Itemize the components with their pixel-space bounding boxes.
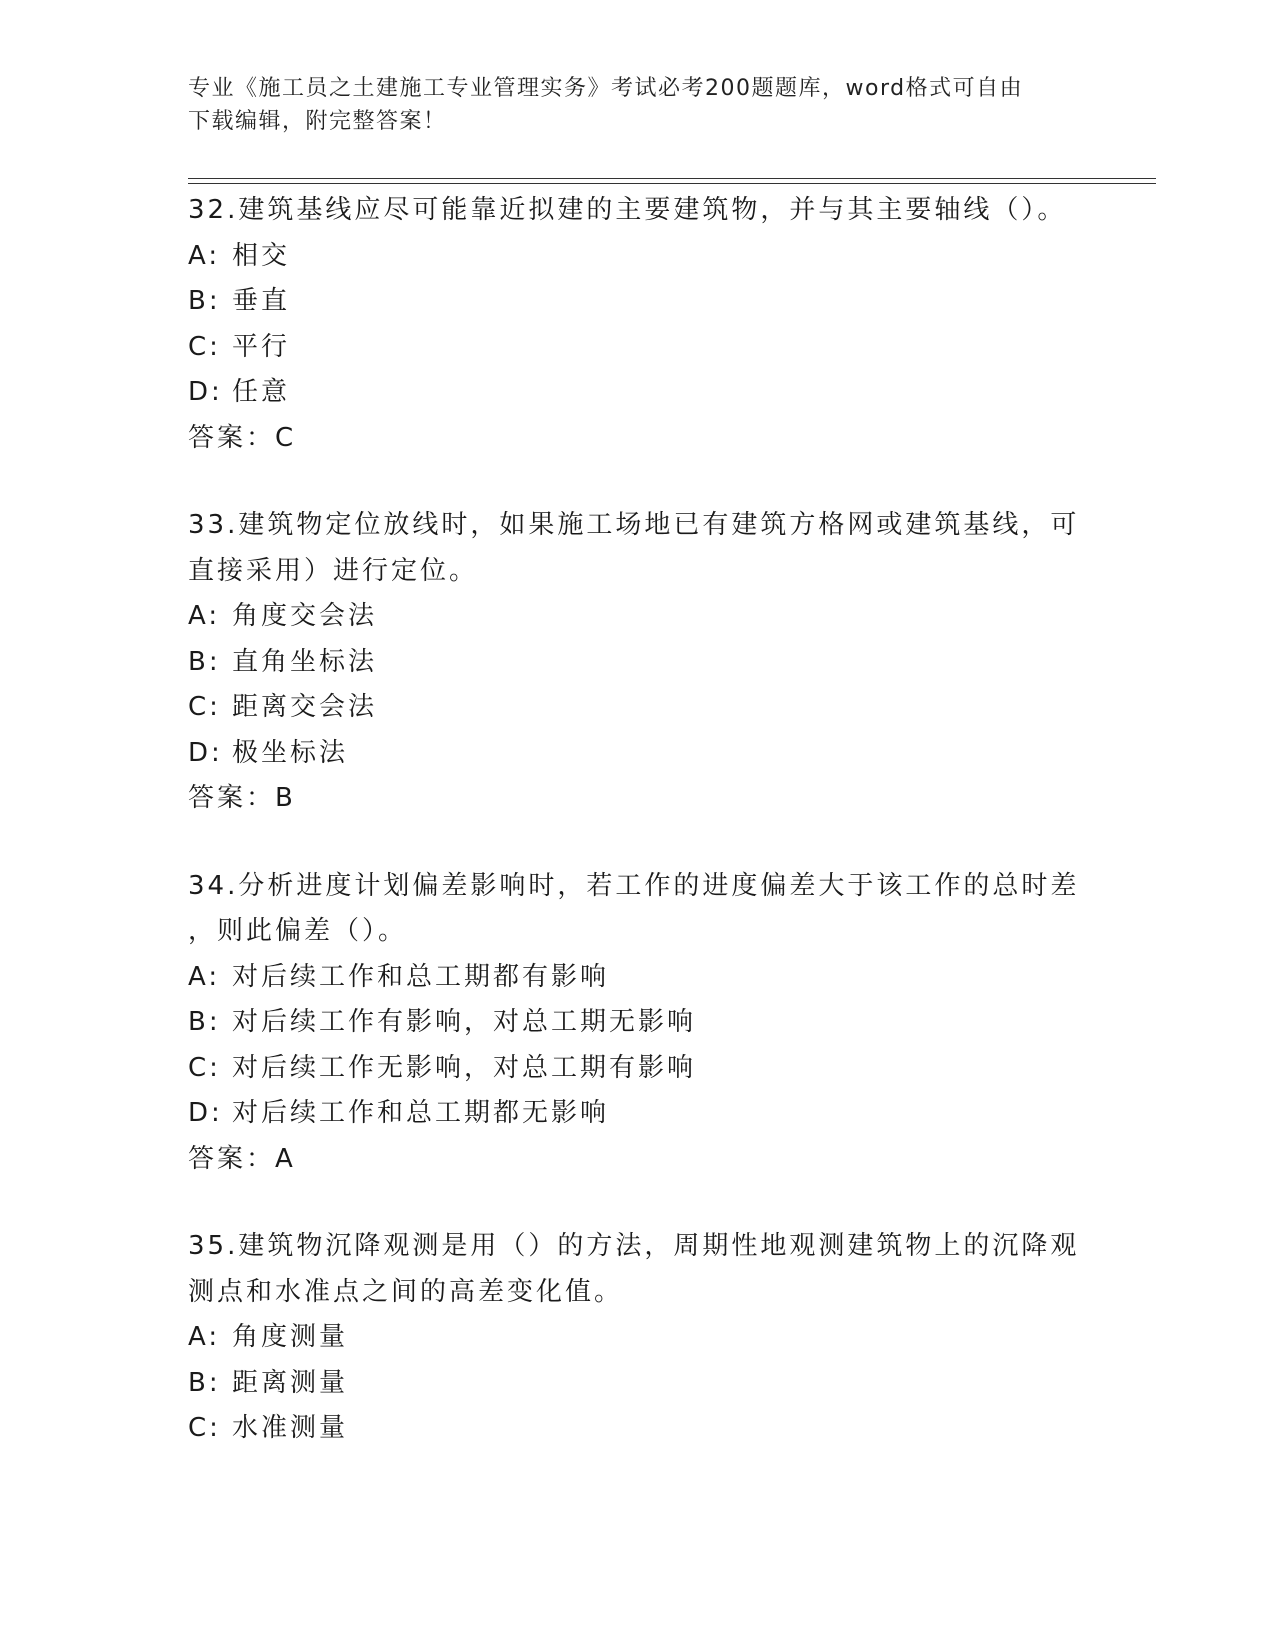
answer-option [188, 731, 1088, 777]
option-text: 距离测量 [232, 1367, 349, 1398]
answer-option [188, 1406, 1088, 1452]
option-key: C: [188, 692, 221, 722]
option-key: A: [188, 961, 221, 992]
option-text: 平行 [232, 331, 291, 362]
option-key: D: [188, 377, 223, 407]
question-text: 34.分析进度计划偏差影响时，若工作的进度偏差大于该工作的总时差 [188, 870, 1080, 901]
answer-option [188, 234, 1088, 280]
header-rule-top [188, 178, 1156, 179]
answer-line: 答案：C [188, 422, 297, 453]
option-text: 角度交会法 [232, 601, 378, 631]
header-line-1: 专业《施工员之土建施工专业管理实务》考试必考200题题库，word格式可自由 [188, 76, 1024, 101]
option-text: 角度测量 [232, 1322, 349, 1352]
option-key: A: [188, 240, 221, 271]
option-key: D: [188, 1098, 223, 1128]
answer-option [188, 1046, 1088, 1092]
option-text: 对后续工作和总工期都无影响 [232, 1098, 610, 1128]
answer-line: 答案：A [188, 1143, 296, 1174]
question-block [188, 1224, 1088, 1452]
question-text: 测点和水准点之间的高差变化值。 [188, 1276, 624, 1307]
option-text: 垂直 [232, 286, 291, 316]
answer-option [188, 1000, 1088, 1046]
question-list [188, 188, 1088, 1494]
option-text: 对后续工作有影响，对总工期无影响 [232, 1007, 697, 1037]
answer-option [188, 1091, 1088, 1137]
answer-option [188, 640, 1088, 686]
header-line-2: 下载编辑，附完整答案！ [188, 109, 447, 134]
answer-option [188, 325, 1088, 371]
option-key: A: [188, 601, 221, 631]
question-text: 32.建筑基线应尽可能靠近拟建的主要建筑物，并与其主要轴线（）。 [188, 195, 1067, 225]
option-key: B: [188, 646, 221, 677]
option-text: 对后续工作无影响，对总工期有影响 [232, 1052, 697, 1083]
option-key: C: [188, 1413, 221, 1443]
answer-option [188, 370, 1088, 416]
question-block [188, 188, 1088, 461]
answer-option [188, 1361, 1088, 1407]
answer-option [188, 1315, 1088, 1361]
option-key: B: [188, 286, 221, 316]
option-key: B: [188, 1007, 221, 1037]
option-key: B: [188, 1367, 221, 1398]
header-rule-bottom [188, 183, 1156, 184]
question-text: 35.建筑物沉降观测是用（）的方法，周期性地观测建筑物上的沉降观 [188, 1231, 1080, 1261]
question-block [188, 503, 1088, 822]
answer-line: 答案：B [188, 783, 296, 813]
question-text: 33.建筑物定位放线时，如果施工场地已有建筑方格网或建筑基线，可 [188, 510, 1080, 540]
answer-option [188, 594, 1088, 640]
option-text: 极坐标法 [232, 737, 349, 768]
option-key: D: [188, 737, 223, 768]
option-text: 对后续工作和总工期都有影响 [232, 961, 610, 992]
answer-option [188, 685, 1088, 731]
answer-option [188, 279, 1088, 325]
option-key: C: [188, 1052, 221, 1083]
option-text: 距离交会法 [232, 692, 378, 722]
option-text: 水准测量 [232, 1413, 349, 1443]
question-text: ，则此偏差（）。 [188, 916, 408, 946]
question-block [188, 864, 1088, 1183]
answer-option [188, 955, 1088, 1001]
option-text: 直角坐标法 [232, 646, 378, 677]
option-key: C: [188, 331, 221, 362]
question-text: 直接采用）进行定位。 [188, 555, 479, 586]
option-key: A: [188, 1322, 221, 1352]
option-text: 任意 [232, 377, 291, 407]
document-header [188, 72, 1068, 138]
option-text: 相交 [232, 240, 291, 271]
